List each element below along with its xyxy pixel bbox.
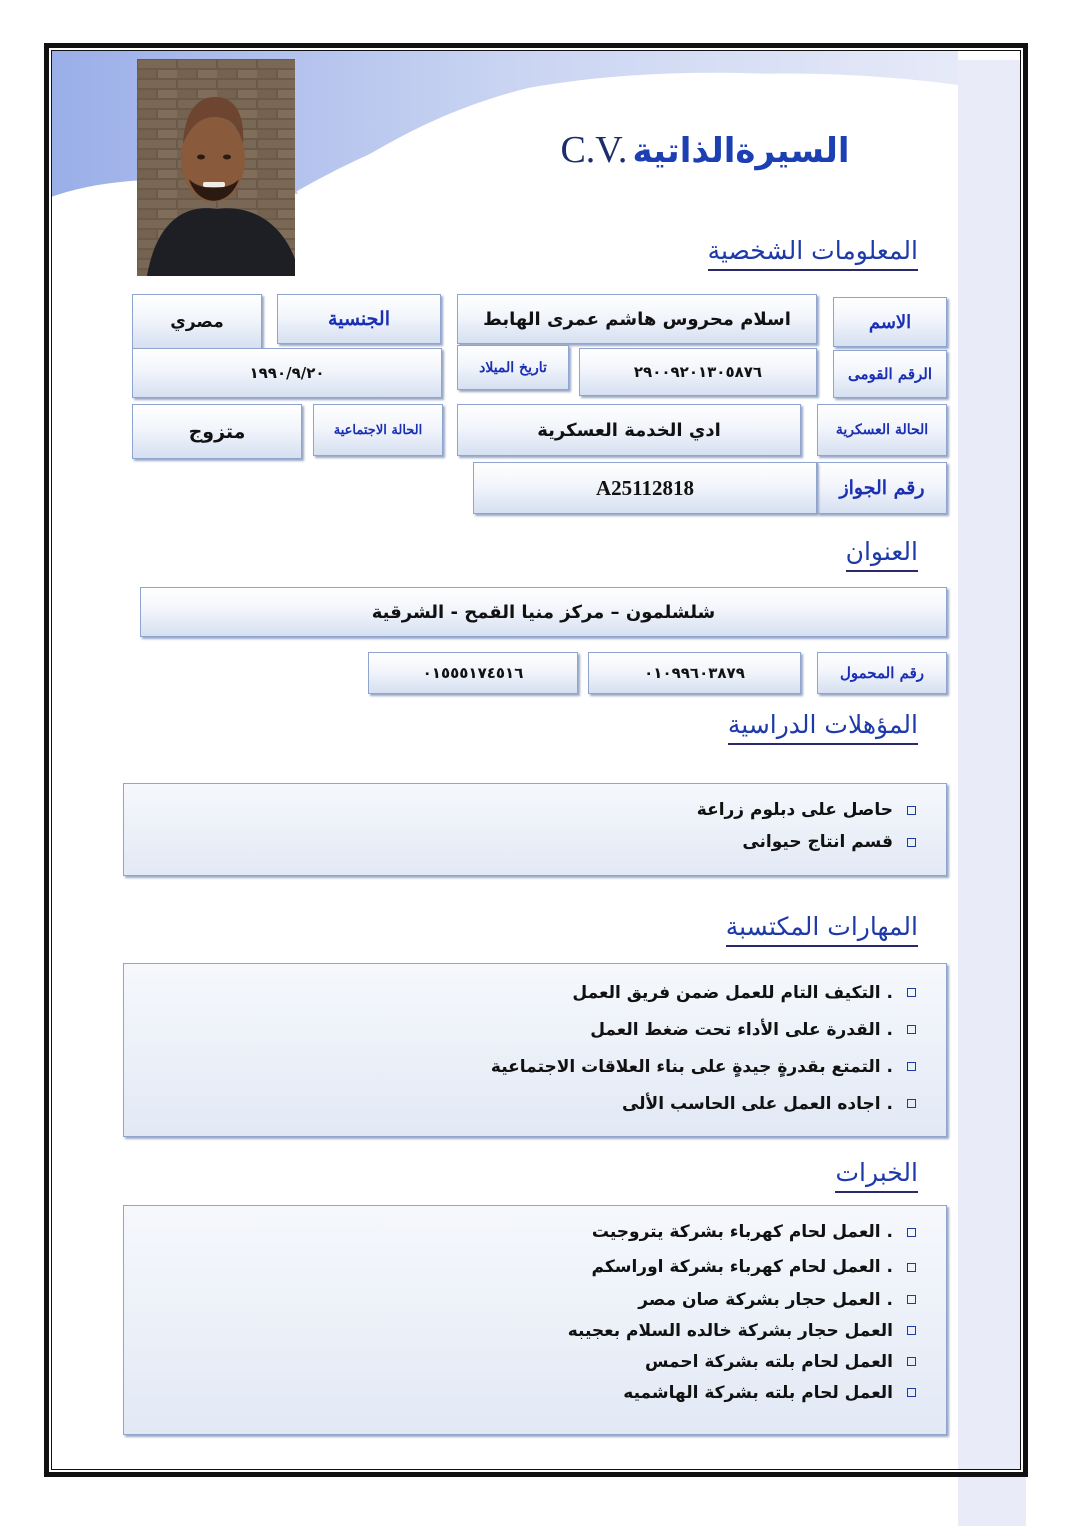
list-item: العمل لحام بلته بشركة الهاشميه bbox=[568, 1377, 916, 1408]
list-item: العمل لحام بلته بشركة احمس bbox=[568, 1346, 916, 1377]
heading-skills: المهارات المكتسبة bbox=[726, 912, 918, 947]
list-item: . العمل لحام كهرباء بشركة اوراسكم bbox=[568, 1250, 916, 1284]
national-id-label: الرقم القومى bbox=[848, 365, 933, 383]
nationality-label: الجنسية bbox=[328, 308, 390, 330]
heading-address: العنوان bbox=[846, 537, 918, 572]
national-id-value: ٢٩٠٠٩٢٠١٣٠٥٨٧٦ bbox=[633, 363, 763, 381]
page-border bbox=[44, 43, 1028, 1477]
list-item: . العمل لحام كهرباء بشركة يتروجيت bbox=[568, 1214, 916, 1250]
passport-value: A25112818 bbox=[596, 475, 695, 500]
list-item: . القدرة على الأداء تحت ضغط العمل bbox=[491, 1011, 916, 1048]
heading-personal-info: المعلومات الشخصية bbox=[708, 236, 918, 271]
heading-education: المؤهلات الدراسية bbox=[728, 710, 918, 745]
heading-experience: الخبرات bbox=[835, 1158, 918, 1193]
name-value: اسلام محروس هاشم عمرى الهابط bbox=[483, 308, 791, 330]
birth-label: تاريخ الميلاد bbox=[479, 359, 547, 376]
birth-value: ١٩٩٠/٩/٢٠ bbox=[249, 364, 325, 382]
list-item: حاصل على دبلوم زراعة bbox=[697, 794, 916, 826]
military-label: الحالة العسكرية bbox=[835, 422, 929, 438]
marital-value: متزوج bbox=[188, 420, 246, 443]
list-item: قسم انتاج حيوانى bbox=[697, 826, 916, 858]
cv-title-arabic: السيرةالذاتية bbox=[632, 131, 850, 171]
mobile-label: رقم المحمول bbox=[839, 664, 925, 682]
address-value: شلشلمون – مركز منيا القمح - الشرقية bbox=[371, 601, 716, 623]
nationality-value: مصري bbox=[170, 311, 224, 332]
mobile-1-value: ٠١٠٩٩٦٠٣٨٧٩ bbox=[644, 664, 745, 682]
list-item: . العمل حجار بشركة صان مصر bbox=[568, 1284, 916, 1315]
passport-label: رقم الجواز bbox=[839, 477, 925, 499]
list-item: العمل حجار بشركة خالده السلام بعجيبه bbox=[568, 1315, 916, 1346]
military-value: ادي الخدمة العسكرية bbox=[537, 419, 721, 441]
cv-title-latin: C.V. bbox=[560, 129, 628, 171]
mobile-2-value: ٠١٥٥٥١٧٤٥١٦ bbox=[422, 664, 524, 682]
name-label: الاسم bbox=[868, 311, 912, 333]
list-item: . اجاده العمل على الحاسب الألى bbox=[491, 1085, 916, 1122]
marital-label: الحالة الاجتماعية bbox=[333, 422, 423, 438]
list-item: . التكيف التام للعمل ضمن فريق العمل bbox=[491, 974, 916, 1011]
list-item: . التمتع بقدرةٍ جيدةٍ على بناء العلاقات الاجتماعية bbox=[491, 1048, 916, 1085]
